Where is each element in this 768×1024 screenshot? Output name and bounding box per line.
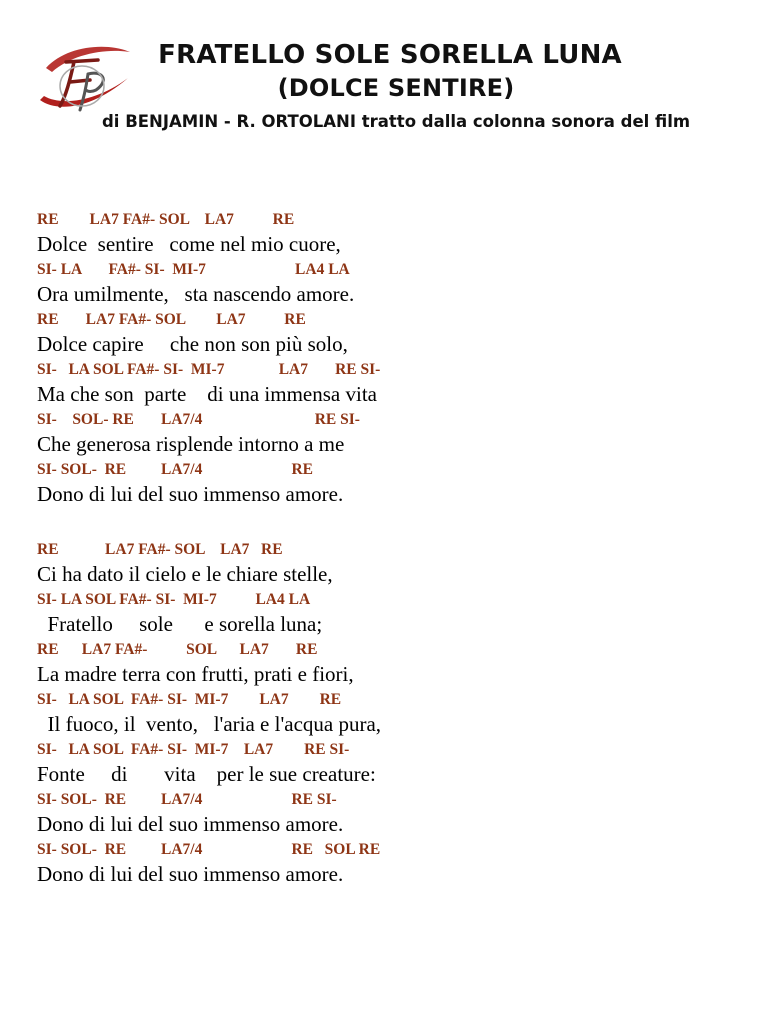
verse-1 [37, 207, 757, 507]
lyric-line: Il fuoco, il vento, l'aria e l'acqua pura, [37, 712, 382, 736]
chord-line: RE LA7 FA#- SOL LA7 RE [37, 311, 306, 328]
chord-line: SI- LA SOL FA#- SI- MI-7 LA7 RE [37, 691, 342, 708]
chord-line: SI- LA SOL FA#- SI- MI-7 LA4 LA [37, 591, 311, 608]
lyric-line: La madre terra con frutti, prati e fiori, [37, 662, 354, 686]
lyric-line: Dono di lui del suo immenso amore. [37, 482, 344, 506]
chord-line: SI- LA SOL FA#- SI- MI-7 LA7 RE SI- [37, 361, 381, 378]
lyric-line: Dolce sentire come nel mio cuore, [37, 232, 341, 256]
lyric-line: Ci ha dato il cielo e le chiare stelle, [37, 562, 333, 586]
verse-gap [37, 507, 757, 537]
chord-line: RE LA7 FA#- SOL LA7 RE [37, 211, 295, 228]
lyric-line: Dolce capire che non son più solo, [37, 332, 348, 356]
chord-line: SI- LA SOL FA#- SI- MI-7 LA7 RE SI- [37, 741, 350, 758]
verse-2 [37, 537, 757, 887]
chord-line: SI- SOL- RE LA7/4 RE SI- [37, 411, 360, 428]
chord-line: SI- SOL- RE LA7/4 RE SOL RE [37, 841, 381, 858]
chord-line: RE LA7 FA#- SOL LA7 RE [37, 641, 318, 658]
lyric-line: Che generosa risplende intorno a me [37, 432, 345, 456]
lyric-line: Ora umilmente, sta nascendo amore. [37, 282, 355, 306]
chord-line: SI- SOL- RE LA7/4 RE SI- [37, 791, 337, 808]
chord-line: SI- LA FA#- SI- MI-7 LA4 LA [37, 261, 350, 278]
lyric-line: Ma che son parte di una immensa vita [37, 382, 377, 406]
lyric-line: Fratello sole e sorella luna; [37, 612, 323, 636]
chord-line: SI- SOL- RE LA7/4 RE [37, 461, 314, 478]
chord-line: RE LA7 FA#- SOL LA7 RE [37, 541, 283, 558]
lyric-line: Fonte di vita per le sue creature: [37, 762, 376, 786]
song-title: FRATELLO SOLE SORELLA LUNA [158, 40, 622, 70]
song-body [37, 207, 757, 887]
lyric-line: Dono di lui del suo immenso amore. [37, 812, 344, 836]
song-subtitle: (DOLCE SENTIRE) [277, 74, 515, 102]
lyric-line: Dono di lui del suo immenso amore. [37, 862, 344, 886]
song-credit: di BENJAMIN - R. ORTOLANI tratto dalla colonna sonora del film [102, 112, 691, 131]
